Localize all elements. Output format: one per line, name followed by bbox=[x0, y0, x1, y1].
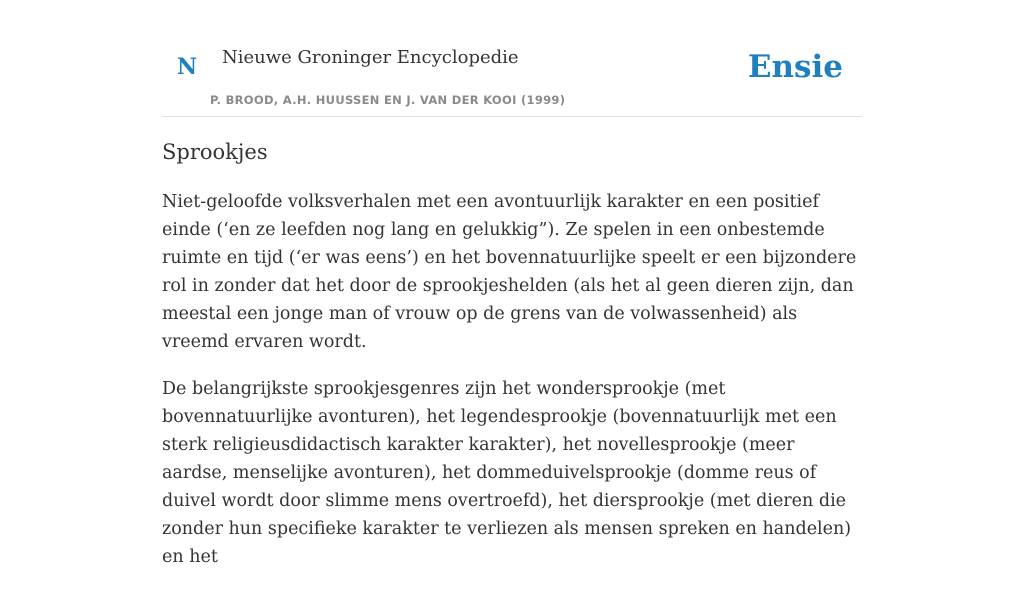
page-title: Sprookjes bbox=[162, 140, 268, 164]
article-paragraph: Niet-geloofde volksverhalen met een avontuurlijk karakter en een positief einde (‘en ze leefden nog lang en gelukkig”). Ze spelen in een onbestemde ruimte en tijd (‘er was eens’) en het bovennatuurlijke speelt er een bijzondere rol in zonder dat het door de sprookjeshelden (als het al geen dieren zijn, dan meestal een jonge man of vrouw op de grens van de volwassenheid) als vreemd ervaren wordt. bbox=[162, 192, 857, 353]
page-header bbox=[162, 0, 862, 117]
ensie-logo[interactable]: Ensie bbox=[747, 49, 843, 85]
article bbox=[162, 138, 862, 590]
source-title-link[interactable]: Nieuwe Groninger Encyclopedie bbox=[222, 47, 519, 68]
source-logo[interactable]: N bbox=[177, 54, 198, 80]
source-authors: P. BROOD, A.H. HUUSSEN EN J. VAN DER KOOI (1999) bbox=[210, 93, 566, 107]
article-paragraph: De belangrijkste sprookjesgenres zijn het wondersprookje (met bovennatuurlijke avonturen), het legendesprookje (bovennatuurlijk met een sterk religieusdidactisch karakter karakter), het novellesprookje (meer aardse, menselijke avonturen), het dommeduivelsprookje (domme reus of duivel wordt door slimme mens overtroefd), het diersprookje (met dieren die zonder hun specifieke karakter te verliezen als mensen spreken en handelen) en het bbox=[162, 379, 852, 568]
